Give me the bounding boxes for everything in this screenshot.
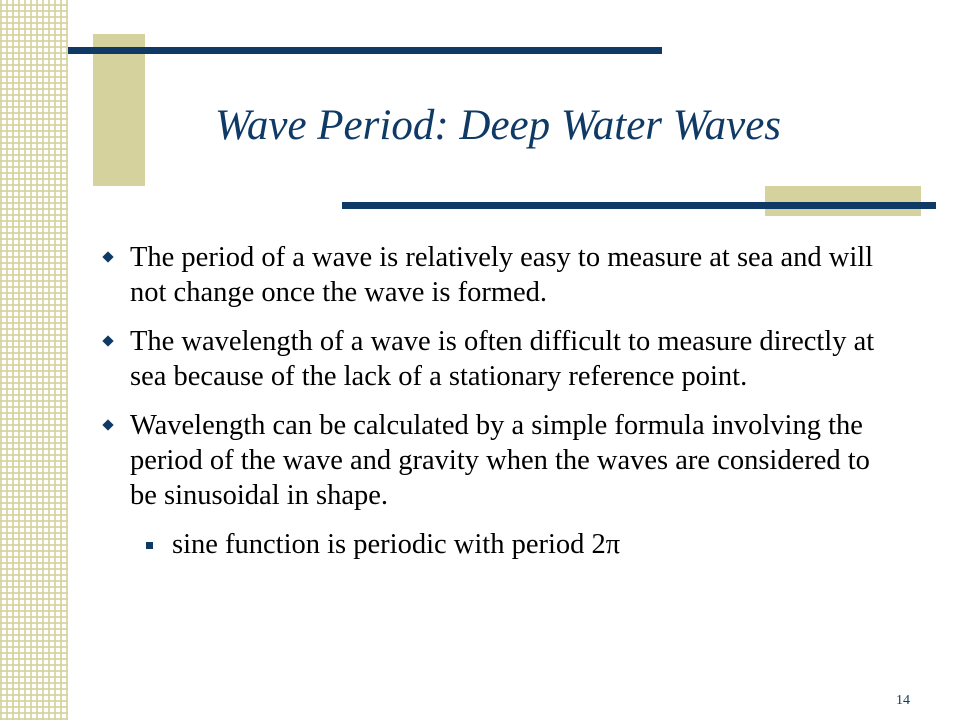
bullet-item: [100, 408, 900, 513]
slide-body: [100, 240, 900, 562]
diamond-bullet-icon: [102, 419, 113, 430]
sub-bullet-item: [100, 527, 900, 562]
bullet-text: The period of a wave is relatively easy to measure at sea and will not change once the wave is formed.: [130, 242, 874, 308]
bullet-item: [100, 324, 900, 394]
decorative-block-right: [765, 186, 921, 216]
page-number: 14: [896, 693, 910, 708]
square-bullet-icon: [146, 542, 153, 549]
diamond-bullet-icon: [102, 251, 113, 262]
title-rule-top: [68, 47, 662, 54]
title-rule-bottom: [342, 202, 936, 209]
side-pattern-band: [0, 0, 68, 720]
sub-bullet-text: sine function is periodic with period 2π: [172, 529, 621, 560]
decorative-block-left: [93, 34, 145, 186]
bullet-text: The wavelength of a wave is often difficult to measure directly at sea because of the lack of a stationary reference point.: [130, 326, 875, 392]
bullet-item: [100, 240, 900, 310]
bullet-text: Wavelength can be calculated by a simple formula involving the period of the wave and gravity when the waves are considered to be sinusoidal in shape.: [130, 410, 870, 511]
slide-title: Wave Period: Deep Water Waves: [215, 102, 782, 149]
diamond-bullet-icon: [102, 335, 113, 346]
